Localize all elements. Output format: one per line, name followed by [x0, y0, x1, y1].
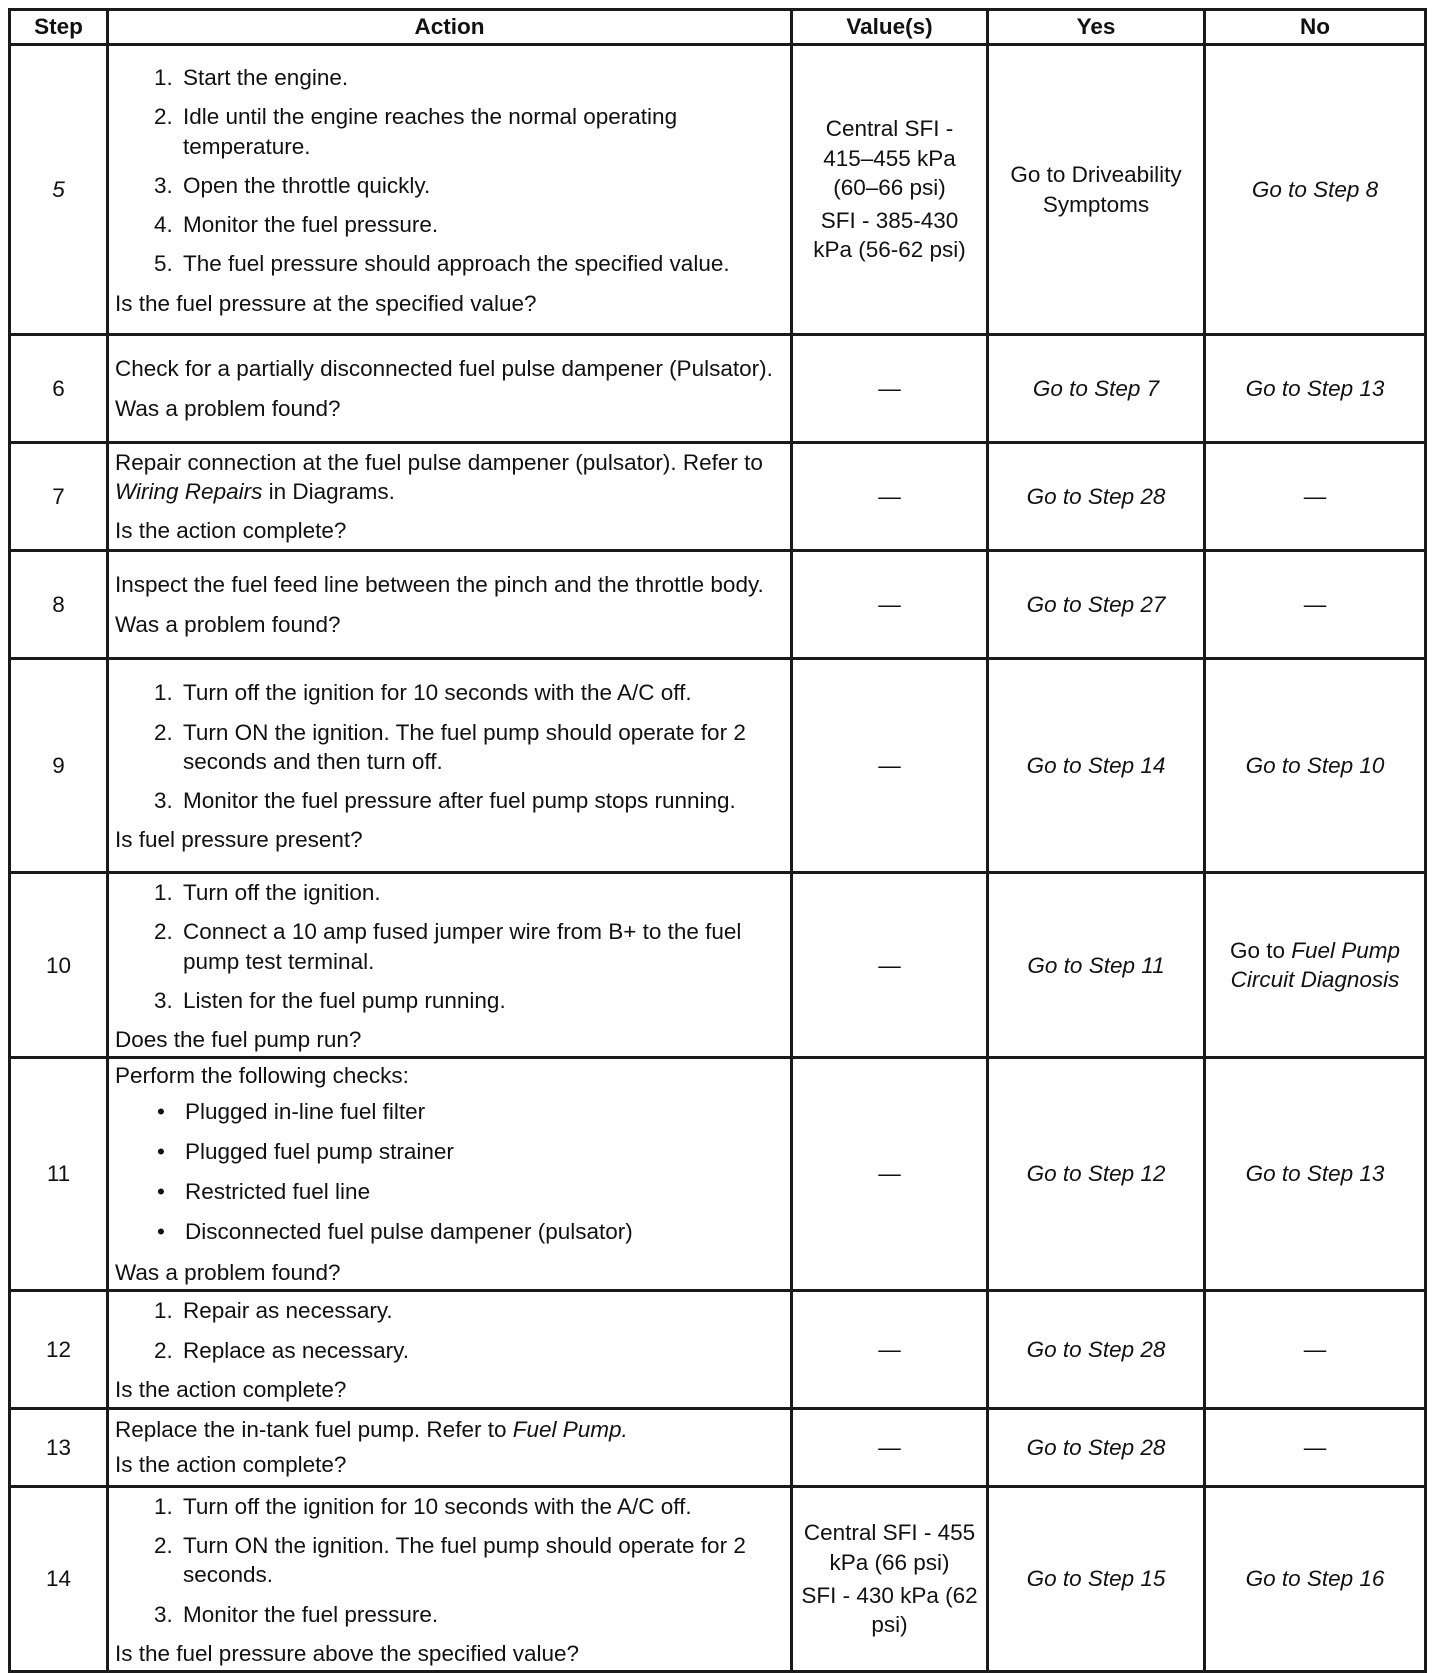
action-text-part: in Diagrams. — [262, 478, 395, 504]
step-number: 14 — [10, 1486, 108, 1671]
action-question: Is fuel pressure present? — [115, 827, 363, 853]
yes-cell: Go to Step 27 — [988, 551, 1205, 659]
action-intro: Perform the following checks: — [115, 1063, 409, 1089]
table-row — [10, 551, 1426, 659]
value-spec: Central SFI - 455 kPa (66 psi) — [803, 1520, 976, 1575]
action-step: 1. Repair as necessary. — [179, 1296, 784, 1325]
action-text: Check for a partially disconnected fuel pulse dampener (Pulsator). — [115, 356, 773, 382]
action-steps — [115, 1296, 784, 1365]
header-yes: Yes — [988, 10, 1205, 45]
yes-cell: Go to Step 28 — [988, 1290, 1205, 1408]
yes-cell: Go to Step 28 — [988, 1408, 1205, 1486]
action-step: 2. Replace as necessary. — [179, 1336, 784, 1365]
check-item: • Plugged fuel pump strainer — [185, 1137, 784, 1166]
step-number: 11 — [10, 1058, 108, 1291]
action-step: 2. Turn ON the ignition. The fuel pump should operate for 2 seconds. — [179, 1531, 784, 1590]
header-row — [10, 10, 1426, 45]
value-spec: Central SFI - 415–455 kPa (60–66 psi) — [823, 116, 956, 200]
value-cell: — — [792, 1290, 988, 1408]
value-spec: SFI - 385-430 kPa (56-62 psi) — [813, 208, 966, 263]
no-cell: — — [1205, 1290, 1426, 1408]
action-question: Was a problem found? — [115, 611, 341, 637]
reference-link-text: Fuel Pump — [1291, 937, 1401, 963]
table-row — [10, 443, 1426, 551]
diagnostic-table — [8, 8, 1427, 1673]
value-cell: — — [792, 1408, 988, 1486]
action-question: Was a problem found? — [115, 1259, 341, 1285]
action-step: 1. Turn off the ignition. — [179, 878, 784, 907]
reference-link-text: Wiring Repairs — [115, 478, 263, 504]
table-row — [10, 659, 1426, 873]
yes-cell: Go to Step 11 — [988, 873, 1205, 1058]
value-cell: — — [792, 659, 988, 873]
action-step: 3. Monitor the fuel pressure. — [179, 1600, 784, 1629]
yes-cell: Go to Step 7 — [988, 335, 1205, 443]
step-number: 8 — [10, 551, 108, 659]
step-number: 7 — [10, 443, 108, 551]
header-values: Value(s) — [792, 10, 988, 45]
yes-cell: Go to Step 14 — [988, 659, 1205, 873]
value-cell: — — [792, 873, 988, 1058]
action-text: Inspect the fuel feed line between the pinch and the throttle body. — [115, 572, 764, 598]
yes-cell: Go to Driveability Symptoms — [988, 45, 1205, 335]
no-cell: Go to Step 16 — [1205, 1486, 1426, 1671]
action-steps — [115, 878, 784, 1015]
check-item: • Disconnected fuel pulse dampener (pulsator) — [185, 1217, 784, 1246]
value-cell — [792, 1486, 988, 1671]
action-steps — [115, 63, 784, 279]
action-steps — [115, 678, 784, 815]
action-cell — [108, 1486, 792, 1671]
action-cell — [108, 45, 792, 335]
value-cell: — — [792, 1058, 988, 1291]
action-step: 1. Turn off the ignition for 10 seconds with the A/C off. — [179, 1492, 784, 1521]
header-no: No — [1205, 10, 1426, 45]
no-cell: — — [1205, 443, 1426, 551]
action-step: 2. Connect a 10 amp fused jumper wire from B+ to the fuel pump test terminal. — [179, 917, 784, 976]
check-item: • Restricted fuel line — [185, 1177, 784, 1206]
action-question: Is the action complete? — [115, 1376, 347, 1402]
action-question: Does the fuel pump run? — [115, 1027, 362, 1052]
yes-cell: Go to Step 28 — [988, 443, 1205, 551]
action-step: 3. Open the throttle quickly. — [179, 171, 784, 200]
action-question: Was a problem found? — [115, 395, 341, 421]
step-number: 9 — [10, 659, 108, 873]
value-cell: — — [792, 443, 988, 551]
action-cell — [108, 1408, 792, 1486]
no-cell: Go to Step 10 — [1205, 659, 1426, 873]
action-step: 5. The fuel pressure should approach the specified value. — [179, 249, 784, 278]
no-cell: — — [1205, 1408, 1426, 1486]
step-number: 13 — [10, 1408, 108, 1486]
header-step: Step — [10, 10, 108, 45]
action-step: 1. Turn off the ignition for 10 seconds with the A/C off. — [179, 678, 784, 707]
action-text — [115, 448, 784, 507]
action-cell — [108, 659, 792, 873]
table-row — [10, 1290, 1426, 1408]
step-number: 6 — [10, 335, 108, 443]
no-cell: — — [1205, 551, 1426, 659]
action-step: 2. Idle until the engine reaches the normal operating temperature. — [179, 102, 784, 161]
no-cell: Go to Step 13 — [1205, 1058, 1426, 1291]
action-step: 1. Start the engine. — [179, 63, 784, 92]
yes-cell: Go to Step 15 — [988, 1486, 1205, 1671]
reference-link-text: Fuel Pump. — [512, 1417, 628, 1442]
table-row — [10, 1408, 1426, 1486]
action-cell — [108, 1058, 792, 1291]
action-steps — [115, 1492, 784, 1629]
step-number: 12 — [10, 1290, 108, 1408]
action-cell — [108, 873, 792, 1058]
yes-cell: Go to Step 12 — [988, 1058, 1205, 1291]
no-cell — [1205, 873, 1426, 1058]
step-number: 5 — [10, 45, 108, 335]
value-cell — [792, 45, 988, 335]
action-step: 3. Monitor the fuel pressure after fuel pump stops running. — [179, 786, 784, 815]
action-question: Is the fuel pressure above the specified value? — [115, 1640, 580, 1666]
header-action: Action — [108, 10, 792, 45]
action-step: 4. Monitor the fuel pressure. — [179, 210, 784, 239]
value-spec: SFI - 430 kPa (62 psi) — [801, 1582, 978, 1638]
action-cell — [108, 1290, 792, 1408]
value-cell: — — [792, 335, 988, 443]
action-question: Is the action complete? — [115, 1452, 347, 1478]
no-cell: Go to Step 8 — [1205, 45, 1426, 335]
table-row — [10, 335, 1426, 443]
action-question: Is the action complete? — [115, 518, 347, 544]
check-item: • Plugged in-line fuel filter — [185, 1097, 784, 1126]
step-number: 10 — [10, 873, 108, 1058]
action-question: Is the fuel pressure at the specified value? — [115, 290, 537, 316]
action-cell — [108, 443, 792, 551]
action-cell — [108, 335, 792, 443]
action-cell — [108, 551, 792, 659]
no-prefix: Go to — [1229, 937, 1292, 963]
action-text-part: Repair connection at the fuel pulse dampener (pulsator). Refer to — [115, 449, 763, 475]
action-text — [115, 1415, 784, 1444]
action-step: 3. Listen for the fuel pump running. — [179, 986, 784, 1015]
reference-link-text: Circuit Diagnosis — [1230, 967, 1400, 993]
action-text-part: Replace the in-tank fuel pump. Refer to — [115, 1417, 513, 1442]
value-cell: — — [792, 551, 988, 659]
no-cell: Go to Step 13 — [1205, 335, 1426, 443]
action-step: 2. Turn ON the ignition. The fuel pump should operate for 2 seconds and then turn off. — [179, 718, 784, 777]
table-row — [10, 1058, 1426, 1291]
check-list — [115, 1097, 784, 1247]
table-row — [10, 45, 1426, 335]
table-row — [10, 873, 1426, 1058]
table-row — [10, 1486, 1426, 1671]
